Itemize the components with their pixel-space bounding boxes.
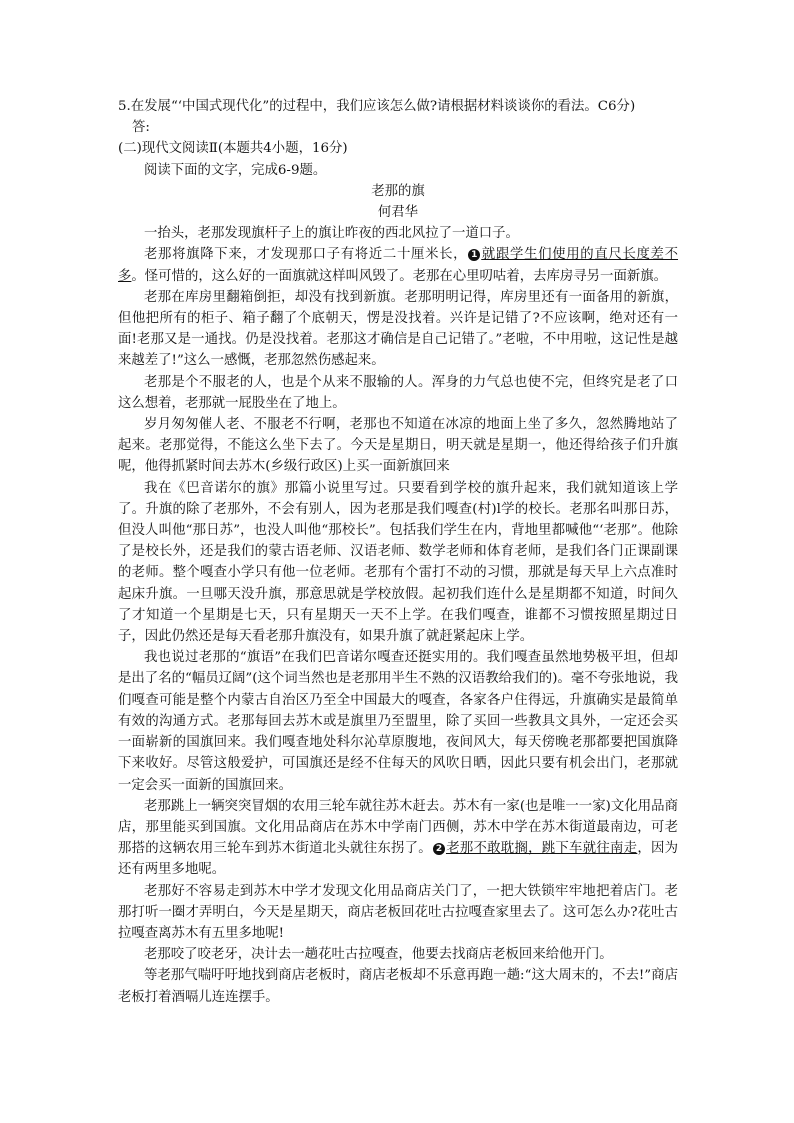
paragraph-8-text-a: 老那跳上一辆突突冒烟的农用三轮车就往苏木赶去。苏木有一家(也是唯一一家)文化用品商店，那里能买到国旗。文化用品商店在苏木中学南门西侧，苏木中学在苏木街道最南边，可老那搭的这辆农用三轮车到苏木街道北头就往东拐了。: [118, 798, 678, 857]
paragraph-2: [118, 244, 678, 286]
paragraph-3: 老那在库房里翻箱倒拒，却没有找到新旗。老那明明记得，库房里还有一面备用的新旗，但他把所有的柜子、箱子翻了个底朝天，愣是没找着。兴许是记错了?不应该啊，绝对还有一面!老那又是一通找。仍是没找着。老那这才确信是自己记错了。”老啦，不中用啦，这记性是越来越差了!”这么一感慨，老那忽然伤感起来。: [118, 289, 678, 369]
paragraph-6: 我在《巴音诺尔的旗》那篇小说里写过。只要看到学校的旗升起来，我们就知道该上学了。升旗的除了老那外，不会有别人，因为老那是我们嘎查(村)l学的校长。老那名叫那日苏，但没人叫他“那日苏”，也没人叫他“那校长”。包括我们学生在内，背地里都喊他“‘老那”。他除了是校长外，还是我们的蒙古语老师、汉语老师、数学老师和体育老师，是我们各门正课副课的老师。整个嘎查小学只有他一位老师。老那有个雷打不动的习惯，那就是每天早上六点准时起床升旗。一旦哪天没升旗，那意思就是学校放假。起初我们连什么是星期都不知道，时间久了才知道一个星期是七天，只有星期天一天不上学。在我们嘎查，谁都不习惯按照星期过日子，因此仍然还是每天看老那升旗没有，如果升旗了就赶紧起床上学。: [118, 480, 678, 645]
section-instruction: 阅读下面的文字，完成6-9题。: [144, 162, 327, 178]
paragraph-9: 老那好不容易走到苏木中学才发现文化用品商店关门了，一把大铁锁牢牢地把着店门。老那打听一圈才弄明白，今天是星期天，商店老板回花吐古拉嘎查家里去了。这可怎么办?花吐古拉嘎查离苏木有五里多地呢!: [118, 883, 678, 941]
document-page: [118, 96, 678, 1008]
paragraph-4: 老那是个不服老的人，也是个从来不服输的人。浑身的力气总也使不完，但终究是老了口这么想着，老那就一屁股坐在了地上。: [118, 374, 678, 411]
paragraph-2-text-a: 老那将旗降下来，才发现那口子有将近二十厘米长，: [144, 247, 468, 263]
paragraph-11: 等老那气喘吁吁地找到商店老板时，商店老板却不乐意再跑一趟:“这大周末的，不去!”商店老板打着酒嗝儿连连摆手。: [118, 968, 678, 1005]
paragraph-5: 岁月匆匆催人老、不服老不行啊，老那也不知道在冰凉的地面上坐了多久，忽然腾地站了起来。老那觉得，不能这么坐下去了。今天是星期日，明天就是星期一，他还得给孩子们升旗呢，他得抓紧时间去苏木(乡级行政区)上买一面新旗回来: [118, 417, 678, 475]
circled-number-1-marker: 1: [468, 249, 480, 261]
paragraph-10: 老那咬了咬老牙，决计去一趟花吐古拉嘎查，他要去找商店老板回来给他开门。: [144, 947, 613, 963]
paragraph-2-text-b: 。怪可惜的，这么好的一面旗就这样叫风毁了。老那在心里叨咕着，去库房寻另一面新旗。: [131, 268, 668, 284]
circled-number-2-marker: 2: [433, 843, 445, 855]
answer-label: 答:: [132, 120, 150, 136]
article-title: 老那的旗: [371, 183, 425, 199]
underlined-sentence-2: 老那不敢耽搁，跳下车就往南走: [445, 841, 638, 857]
paragraph-8: [118, 796, 678, 881]
paragraph-7: 我也说过老那的“旗语”在我们巴音诺尔嘎查还挺实用的。我们嘎查虽然地势极平坦，但却是出了名的“幅员辽阔”(这个词当然也是老那用半生不熟的汉语教给我们的)。毫不夸张地说，我们嘎查可能是整个内蒙古自治区乃至全中国最大的嘎查，各家各户住得远，升旗确实是最简单有效的沟通方式。老那每回去苏木或是旗里乃至盟里，除了买回一些教具文具外，一定还会买一面崭新的国旗回来。我们嘎查地处科尔沁草原腹地，夜间风大，每天傍晚老那都要把国旗降下来收好。尽管这般爱护，可国旗还是经不住每天的风吹日晒，因此只要有机会出门，老那就一定会买一面新的国旗回来。: [118, 650, 678, 793]
question-5: 5.在发展“‘中国式现代化”的过程中，我们应该怎么做?请根据材料谈谈你的看法。C6分): [118, 99, 636, 114]
paragraph-8-text-b: ，因为还有两里多地呢。: [118, 841, 679, 878]
underlined-sentence-1: 就跟学生们使用的直尺长度差不多: [118, 247, 679, 284]
paragraph-1: 一抬头，老那发现旗杆子上的旗让昨夜的西北风拉了一道口子。: [144, 226, 519, 242]
section-heading: (二)现代文阅读Ⅱ(本题共4小题，16分): [118, 141, 348, 157]
article-author: 何君华: [377, 205, 419, 221]
